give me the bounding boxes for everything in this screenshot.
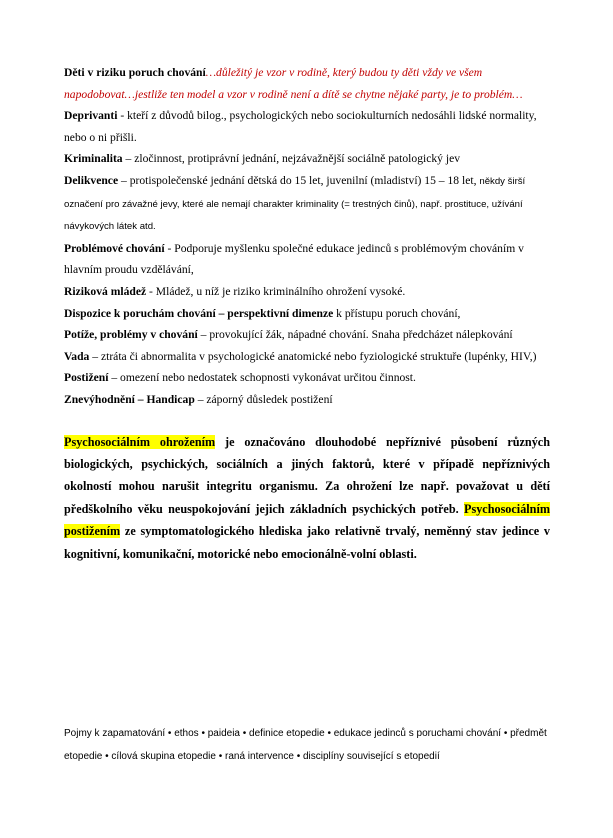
- entry-definition: - Mládež, u níž je riziko kriminálního ohrožení vysoké.: [146, 284, 406, 298]
- entry-term: Delikvence: [64, 173, 119, 187]
- entry-term: Riziková mládež: [64, 284, 147, 298]
- paragraph-text: ze symptomatologického hlediska jako relativně trvalý, neměnný stav jedince v kognitivní, komunikační, motorické nebo emocionálně-volní oblasti.: [64, 524, 550, 561]
- highlighted-term: Psychosociálním postižením: [64, 501, 550, 539]
- entry-deprivanti: [64, 105, 550, 148]
- entry-definition: k přístupu poruch chování,: [333, 306, 461, 320]
- entry-definition: – záporný důsledek postižení: [194, 392, 333, 406]
- entry-deti-v-riziku: [64, 62, 550, 105]
- entry-term: Potíže, problémy v chování: [64, 328, 198, 342]
- entry-kriminalita: [64, 148, 550, 170]
- key-terms-footer: Pojmy k zapamatování • ethos • paideia • definice etopedie • edukace jedinců s poruchami chování • předmět etopedie • cílová skupina etopedie • raná intervence • disciplíny související s etopedií: [64, 728, 547, 762]
- entry-term: Deprivanti: [64, 109, 118, 123]
- entry-definition: – provokující žák, nápadné chování. Snaha předcházet nálepkování: [197, 328, 513, 342]
- entry-term: Znevýhodnění – Handicap: [64, 392, 195, 406]
- entry-delikvence: [64, 170, 550, 238]
- entry-definition-small: někdy širší označení pro závažné jevy, které ale nemají charakter kriminality (= trestných činů), např. prostituce, užívání návykových látek atd.: [64, 175, 526, 233]
- psychosocial-paragraph: [64, 431, 550, 565]
- entry-definition: – zločinnost, protiprávní jednání, nejzávažnější sociálně patologický jev: [122, 152, 461, 166]
- entry-term: Děti v riziku poruch chování: [64, 66, 206, 79]
- entry-definition: – protispolečenské jednání dětská do 15 let, juvenilní (mladiství) 15 – 18 let,: [118, 173, 480, 187]
- entry-potize: [64, 324, 550, 346]
- entry-definition: - Podporuje myšlenku společné edukace jedinců s problémovým chováním v hlavním proudu vzdělávání,: [64, 241, 524, 277]
- entry-term: Postižení: [64, 371, 109, 385]
- entry-term: Kriminalita: [64, 152, 123, 166]
- entry-term: Dispozice k poruchám chování – perspektivní dimenze: [64, 306, 334, 320]
- entry-postizeni: [64, 367, 550, 389]
- entry-rizikova-mladez: [64, 281, 550, 303]
- entry-term: Vada: [64, 349, 90, 363]
- paragraph-text: je označováno dlouhodobé nepříznivé působení různých biologických, psychických, sociálních a jiných faktorů, které v případě nepříznivých okolností mohou narušit integritu organismu. Za ohrožení lze např. považovat u dětí předškolního věku neuspokojování jejich základních psychických potřeb.: [64, 434, 550, 516]
- document-page: [64, 62, 550, 577]
- entry-definition: – omezení nebo nedostatek schopnosti vykonávat určitou činnost.: [108, 371, 416, 385]
- entry-znevyhodneni: [64, 389, 550, 411]
- entry-definition: – ztráta či abnormalita v psychologické anatomické nebo fyziologické struktuře (lupénky, HIV,): [89, 349, 537, 363]
- highlighted-term: Psychosociálním ohrožením: [64, 434, 216, 449]
- entry-problemove-chovani: [64, 238, 550, 281]
- term-list: [64, 62, 550, 411]
- entry-note-red: …důležitý je vzor v rodině, který budou ty děti vždy ve všem napodobovat…jestliže ten model a vzor v rodině není a dítě se chytne nějaké party, je to problém…: [64, 66, 523, 101]
- entry-dispozice: [64, 303, 550, 325]
- entry-vada: [64, 346, 550, 368]
- entry-term: Problémové chování: [64, 241, 165, 255]
- entry-definition: - kteří z důvodů bilog., psychologických nebo sociokulturních nedosáhli lidské normality, nebo o ni přišli.: [64, 109, 537, 144]
